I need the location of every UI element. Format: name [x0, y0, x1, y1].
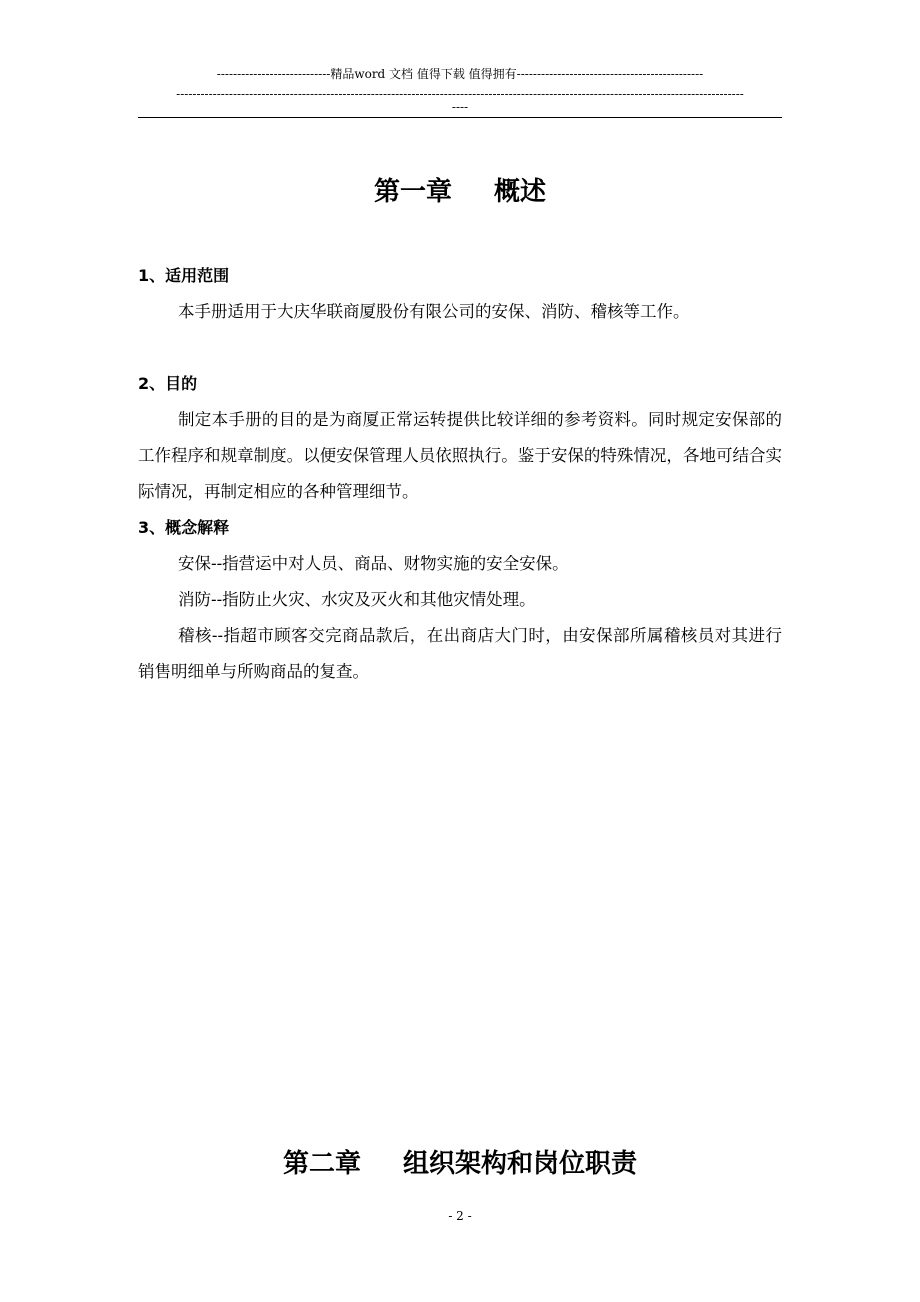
section-3-heading: 3、概念解释 [138, 518, 230, 537]
header-dash-tail: ---- [451, 100, 469, 114]
header-banner: ----------------------------精品word 文档 值得下载 值得拥有---------------------------------------------- [216, 67, 704, 81]
chapter-2-number: 第二章 [282, 1149, 361, 1179]
section-1-paragraph: 本手册适用于大庆华联商厦股份有限公司的安保、消防、稽核等工作。 [178, 302, 690, 321]
page-number: - 2 - [448, 1209, 472, 1223]
chapter-1-name: 概述 [494, 177, 547, 207]
definition-audit: 稽核--指超市顾客交完商品款后，在出商店大门时，由安保部所属稽核员对其进行销售明细单与所购商品的复查。 [138, 626, 782, 681]
section-2-paragraph: 制定本手册的目的是为商厦正常运转提供比较详细的参考资料。同时规定安保部的工作程序和规章制度。以便安保管理人员依照执行。鉴于安保的特殊情况，各地可结合实际情况，再制定相应的各种管理细节。 [138, 410, 782, 501]
section-1-heading: 1、适用范围 [138, 266, 230, 285]
chapter-2-title [138, 1147, 782, 1181]
header-rule [138, 117, 782, 118]
chapter-1-title [138, 175, 782, 209]
chapter-1-number: 第一章 [373, 177, 452, 207]
definition-fire-protection: 消防--指防止火灾、水灾及灭火和其他灾情处理。 [178, 590, 536, 609]
section-2-heading: 2、目的 [138, 374, 198, 393]
chapter-2-name: 组织架构和岗位职责 [403, 1149, 638, 1179]
definition-security: 安保--指营运中对人员、商品、财物实施的安全安保。 [178, 554, 569, 573]
header-dash-line: -------------------------------------------------------------------------------------------------------------------------------------------- [176, 87, 744, 101]
